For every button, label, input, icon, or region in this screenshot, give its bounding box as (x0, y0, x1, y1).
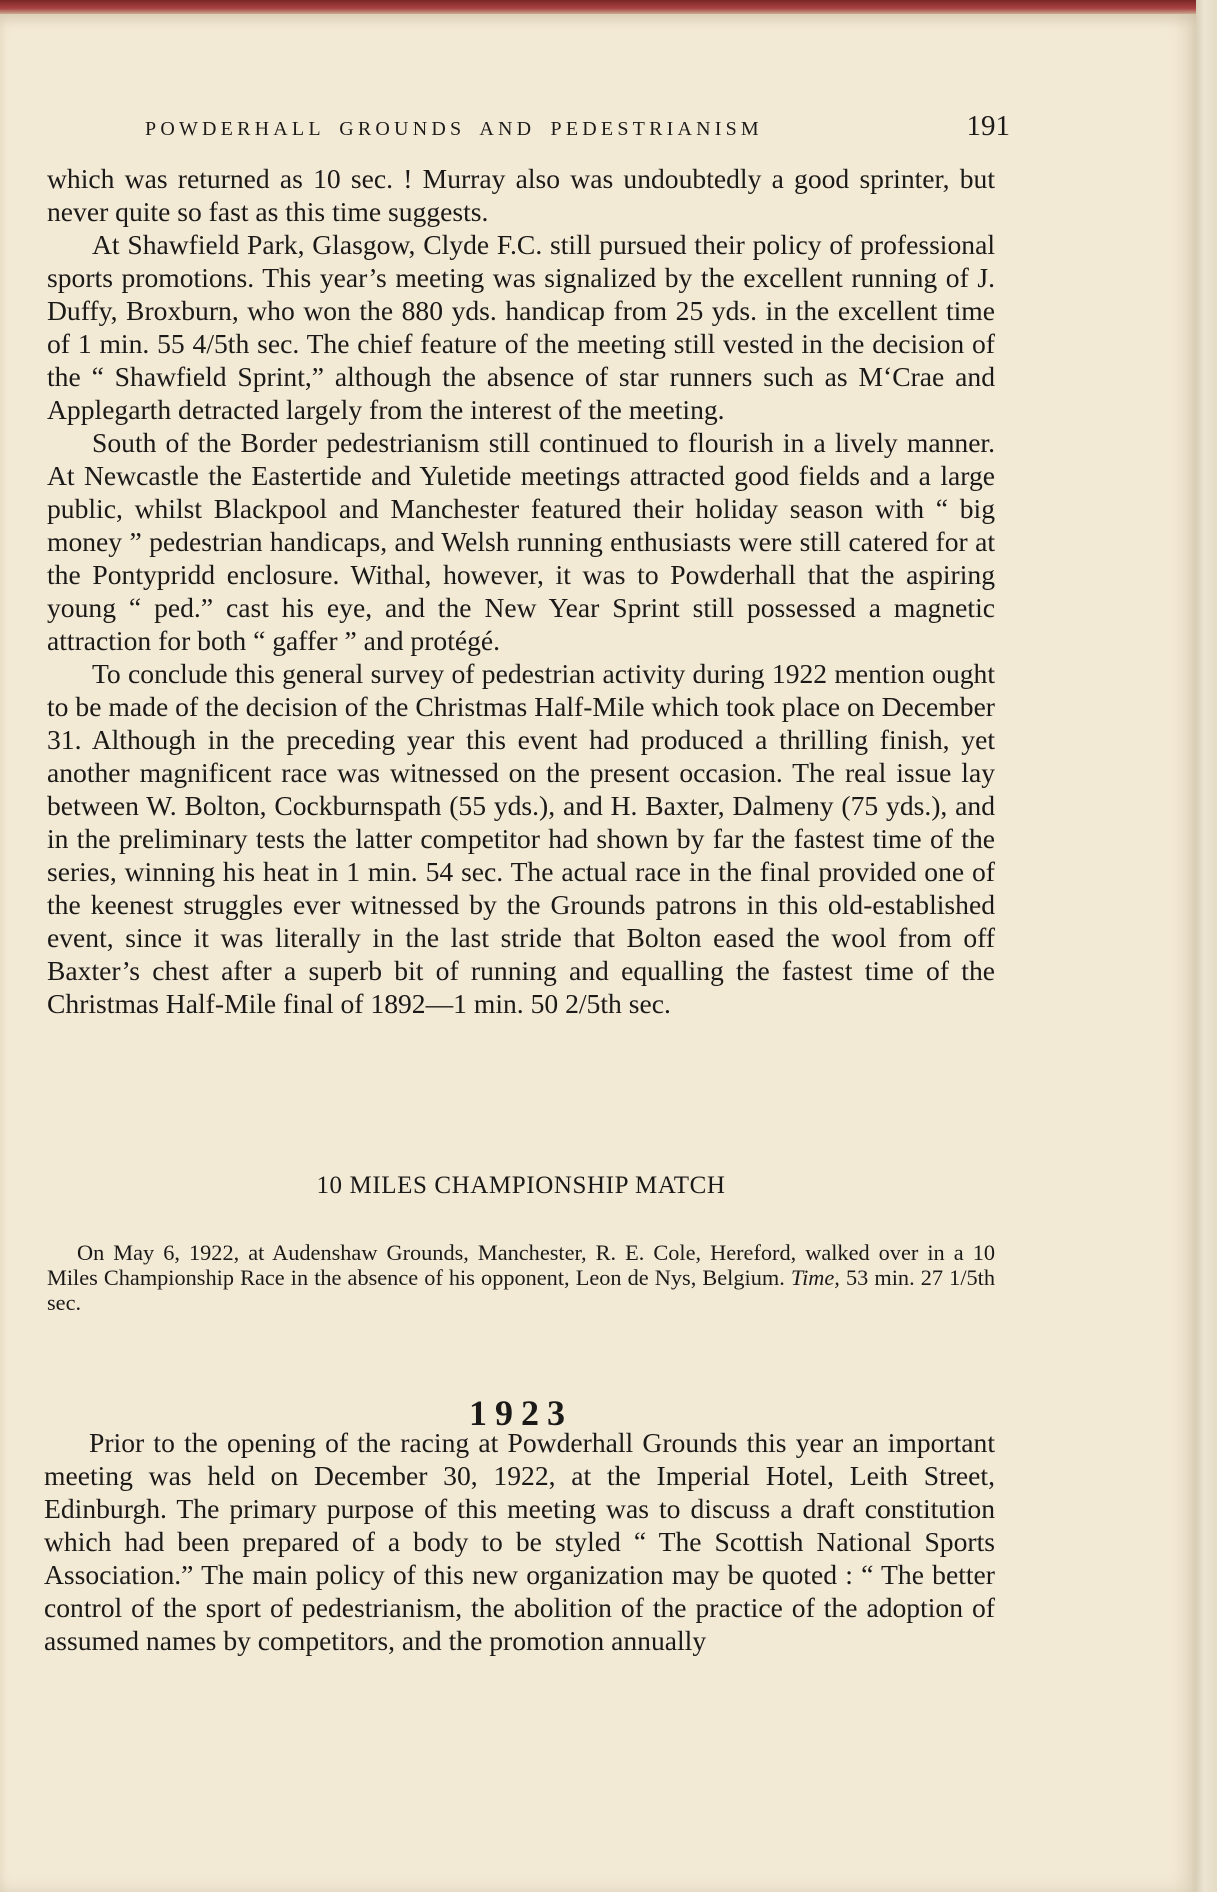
paragraph: Prior to the opening of the racing at Powderhall Grounds this year an important meeting was held on December 30, 1922, at the Imperial Hotel, Leith Street, Edinburgh. The primary purpose of this meeting was to discuss a draft constitution which had been prepared of a body to be styled “ The Scottish National Sports Association.” The main policy of this new organization may be quoted : “ The better control of the sport of pedestrianism, the abolition of the practice of the adoption of assumed names by competitors, and the promotion annually (44, 1427, 995, 1656)
body-text-continued (44, 1426, 995, 1657)
match-text: On May 6, 1922, at Audenshaw Grounds, Manchester, R. E. Cole, Hereford, walked over in a 10 Miles Championship Race in the absence of his opponent, Leon de Nys, Belgium. (47, 1240, 995, 1291)
section-heading: 10 MILES CHAMPIONSHIP MATCH (316, 1172, 726, 1199)
time-label: Time, (790, 1265, 840, 1291)
running-head: POWDERHALL GROUNDS AND PEDESTRIANISM (145, 118, 763, 140)
page-edge (1196, 0, 1217, 1892)
book-top-edge (0, 0, 1217, 14)
paragraph: To conclude this general survey of pedestrian activity during 1922 mention ought to be made of the decision of the Christmas Half-Mile which took place on December 31. Although in the preceding year this event had produced a thrilling finish, yet another magnificent race was witnessed on the present occasion. The real issue lay between W. Bolton, Cockburnspath (55 yds.), and H. Baxter, Dalmeny (75 yds.), and in the preliminary tests the latter competitor had shown by far the fastest time of the series, winning his heat in 1 min. 54 sec. The actual race in the final provided one of the keenest struggles ever witnessed by the Grounds patrons in this old-established event, since it was literally in the last stride that Bolton eased the wool from off Baxter’s chest after a superb bit of running and equalling the fastest time of the Christmas Half-Mile final of 1892—1 min. 50 2/5th sec. (47, 658, 995, 1019)
body-text (47, 162, 995, 1020)
page-number: 191 (966, 110, 1010, 142)
year-heading: 1923 (469, 1393, 573, 1433)
paragraph: At Shawfield Park, Glasgow, Clyde F.C. still pursued their policy of professional sports promotions. This year’s meeting was signalized by the excellent running of J. Duffy, Broxburn, who won the 880 yds. handicap from 25 yds. in the excellent time of 1 min. 55 4/5th sec. The chief feature of the meeting still vested in the decision of the “ Shawfield Sprint,” although the absence of star runners such as M‘Crae and Applegarth detracted largely from the interest of the meeting. (47, 229, 995, 425)
page-header (0, 110, 1196, 150)
time-value: 53 min. 27 1/5th sec. (47, 1265, 996, 1316)
paragraph: which was returned as 10 sec. ! Murray also was undoubtedly a good sprinter, but never quite so fast as this time suggests. (47, 163, 995, 227)
match-paragraph (47, 1240, 995, 1315)
paragraph: South of the Border pedestrianism still continued to flourish in a lively manner. At Newcastle the Eastertide and Yuletide meetings attracted good fields and a large public, whilst Blackpool and Manchester featured their holiday season with “ big money ” pedestrian handicaps, and Welsh running enthusiasts were still catered for at the Pontypridd enclosure. Withal, however, it was to Powderhall that the aspiring young “ ped.” cast his eye, and the New Year Sprint still possessed a magnetic attraction for both “ gaffer ” and protégé. (47, 427, 995, 656)
